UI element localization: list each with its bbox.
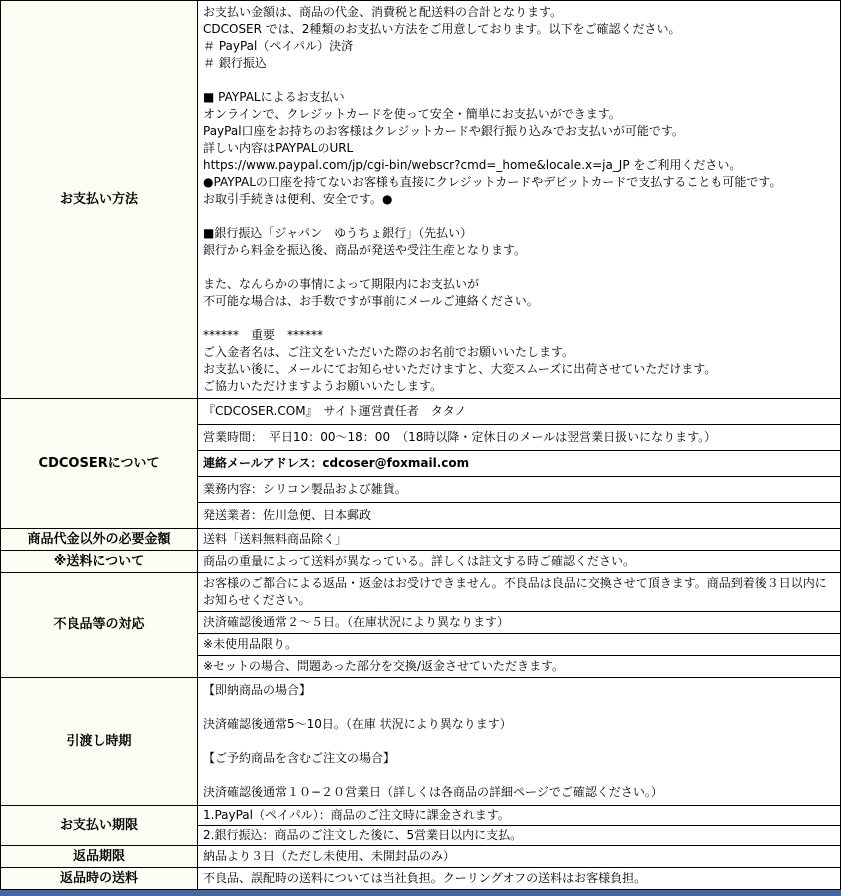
section-text <box>203 807 835 824</box>
section-text <box>203 575 835 609</box>
text-line: 『CDCOSER.COM』 サイト運営責任者 タタノ <box>203 404 467 418</box>
content-section <box>198 399 840 425</box>
text-line: 銀行から料金を振込後、商品が発送や受注生産となります。 <box>203 243 527 257</box>
row-content <box>198 868 840 889</box>
content-section <box>198 846 840 867</box>
content-section <box>198 477 840 503</box>
section-text <box>203 481 835 498</box>
text-line <box>203 208 835 225</box>
text-line: ●PAYPALの口座を持てないお客様も直接にクレジットカードやデビットカードで支払することも可能です。 <box>203 175 782 189</box>
text-line: オンラインで、クレジットカードを使って安全・簡単にお支払いができます。 <box>203 107 621 121</box>
row-label: 不良品等の対応 <box>1 573 198 677</box>
text-line: お支払い金額は、商品の代金、消費税と配送料の合計となります。 <box>203 5 563 19</box>
text-line <box>203 310 835 327</box>
table-row <box>1 846 840 868</box>
text-line: ■ PAYPALによるお支払い <box>203 90 345 104</box>
content-section <box>198 573 840 612</box>
row-content <box>198 806 840 845</box>
row-label: お支払い方法 <box>1 1 198 398</box>
text-line: お支払い後に、メールにてお知らせいただけますと、大変スムーズに出荷させていただけます。 <box>203 362 717 376</box>
text-line: 【即納商品の場合】 <box>203 683 312 697</box>
content-section <box>198 826 840 845</box>
table-row <box>1 399 840 529</box>
section-text <box>203 4 835 395</box>
content-section <box>198 503 840 528</box>
content-section <box>198 656 840 677</box>
text-line: ＃ PayPal（ペイパル）決済 <box>203 39 354 53</box>
text-line: 決済確認後通常5〜10日。（在庫 状況により異なります） <box>203 717 512 731</box>
row-label: CDCOSERについて <box>1 399 198 528</box>
row-content <box>198 529 840 550</box>
text-line <box>203 72 835 89</box>
row-content <box>198 678 840 805</box>
content-section <box>198 529 840 550</box>
text-line: お客様のご都合による返品・返金はお受けできません。不良品は良品に交換させて頂きます。商品到着後３日以内にお知らせください。 <box>203 576 827 607</box>
row-label: 商品代金以外の必要金額 <box>1 529 198 550</box>
content-section <box>198 551 840 572</box>
text-line: ■銀行振込「ジャパン ゆうちょ銀行」（先払い） <box>203 226 473 240</box>
content-section <box>198 425 840 451</box>
content-section <box>198 868 840 889</box>
content-section <box>198 451 840 477</box>
text-line: 送料「送料無料商品除く」 <box>203 532 348 546</box>
content-section <box>198 1 840 398</box>
content-section <box>198 634 840 656</box>
section-text <box>203 658 835 675</box>
text-line: ****** 重要 ****** <box>203 328 324 342</box>
section-text <box>203 455 835 472</box>
row-content <box>198 399 840 528</box>
text-line <box>203 733 835 750</box>
row-content <box>198 1 840 398</box>
bottom-bar <box>0 890 841 896</box>
text-line: CDCOSER では、2種類のお支払い方法をご用意しております。以下をご確認ください。 <box>203 22 681 36</box>
row-label: お支払い期限 <box>1 806 198 845</box>
section-text <box>203 870 835 887</box>
row-content <box>198 551 840 572</box>
text-line: 決済確認後通常２〜５日。（在庫状況により異なります） <box>203 615 510 629</box>
row-label: ※送料について <box>1 551 198 572</box>
text-line: ご協力いただけますようお願いいたします。 <box>203 379 443 393</box>
row-label: 引渡し時期 <box>1 678 198 805</box>
text-line: また、なんらかの事情によって期限内にお支払いが <box>203 277 480 291</box>
table-row <box>1 806 840 846</box>
section-text <box>203 531 835 548</box>
text-line: 1.PayPal（ペイパル）：商品のご注文時に課金されます。 <box>203 808 510 822</box>
content-section <box>198 678 840 805</box>
text-line: PayPal口座をお持ちのお客様はクレジットカードや銀行振り込みでお支払いが可能です。 <box>203 124 684 138</box>
text-line <box>203 767 835 784</box>
text-line: 商品の重量によって送料が異なっている。詳しくは註文する時ご確認ください。 <box>203 554 636 568</box>
table-row <box>1 868 840 890</box>
text-line: 納品より３日（ただし未使用、未開封品のみ） <box>203 849 456 863</box>
text-line <box>203 699 835 716</box>
text-line: ご入金者名は、ご注文をいただいた際のお名前でお願いいたします。 <box>203 345 575 359</box>
text-line: ＃ 銀行振込 <box>203 56 267 70</box>
text-line: 決済確認後通常１０−２０営業日（詳しくは各商品の詳細ページでご確認ください。） <box>203 785 663 799</box>
content-section <box>198 612 840 634</box>
table-row <box>1 1 840 399</box>
text-line: 連絡メールアドレス：cdcoser@foxmail.com <box>203 456 470 470</box>
table-row <box>1 529 840 551</box>
text-line <box>203 259 835 276</box>
text-line: ※未使用品限り。 <box>203 637 298 651</box>
text-line: 業務内容：シリコン製品および雑貨。 <box>203 482 407 496</box>
table-row <box>1 573 840 678</box>
text-line: 不良品、誤配時の送料については当社負担。クーリングオフの送料はお客様負担。 <box>203 871 647 885</box>
section-text <box>203 507 835 524</box>
table-row <box>1 678 840 806</box>
section-text <box>203 553 835 570</box>
section-text <box>203 636 835 653</box>
text-line: お取引手続きは便利、安全です。● <box>203 192 393 206</box>
text-line: 【ご予約商品を含むご注文の場合】 <box>203 751 396 765</box>
row-content <box>198 846 840 867</box>
text-line: 2.銀行振込：商品のご注文した後に、5営業日以内に支払。 <box>203 828 523 842</box>
text-line: 営業時間： 平日10：00〜18：00 （18時以降・定休日のメールは翌営業日扱いになります。） <box>203 430 717 444</box>
section-text <box>203 614 835 631</box>
section-text <box>203 848 835 865</box>
section-text <box>203 429 835 446</box>
section-text <box>203 827 835 844</box>
text-line: https://www.paypal.com/jp/cgi-bin/webscr?cmd=_home&locale.x=ja_JP をご利用ください。 <box>203 158 742 172</box>
text-line: 不可能な場合は、お手数ですが事前にメールご連絡ください。 <box>203 294 539 308</box>
text-line: 発送業者：佐川急便、日本郵政 <box>203 508 372 522</box>
section-text <box>203 403 835 420</box>
row-label: 返品時の送料 <box>1 868 198 889</box>
section-text <box>203 682 835 801</box>
content-section <box>198 806 840 826</box>
row-content <box>198 573 840 677</box>
text-line: ※セットの場合、問題あった部分を交換/返金させていただきます。 <box>203 659 565 673</box>
row-label: 返品期限 <box>1 846 198 867</box>
table-row <box>1 551 840 573</box>
text-line: 詳しい内容はPAYPALのURL <box>203 141 354 155</box>
